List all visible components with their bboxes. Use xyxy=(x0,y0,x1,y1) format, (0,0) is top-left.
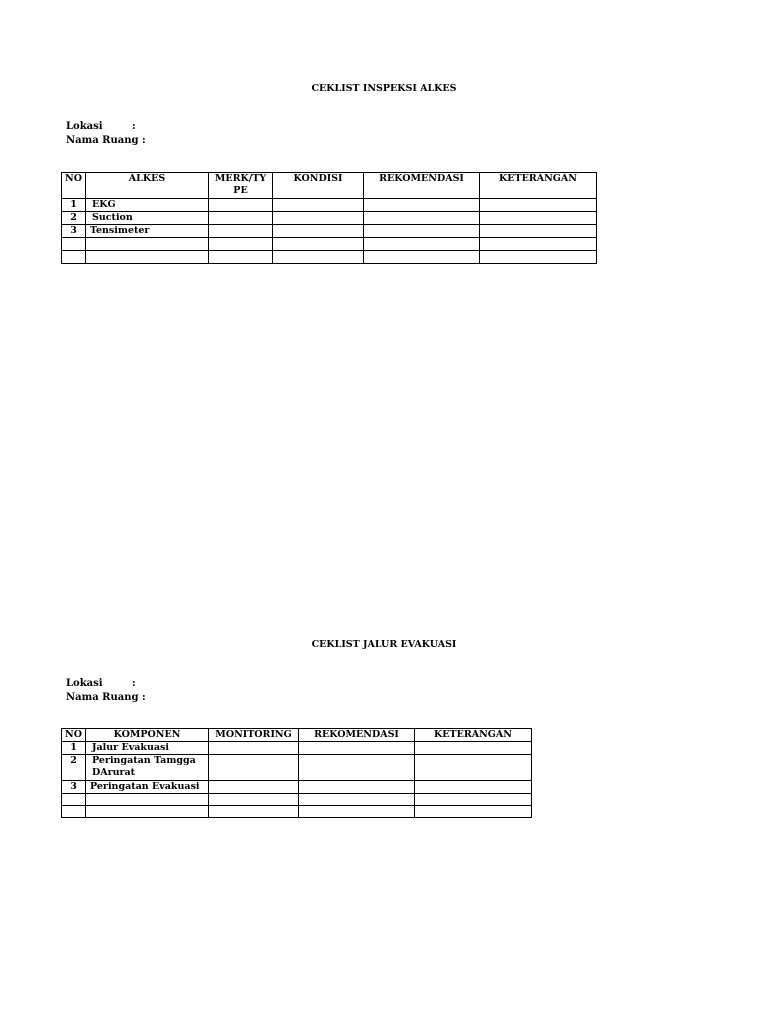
header-no: NO xyxy=(62,729,86,742)
cell-rekomendasi[interactable] xyxy=(364,251,480,264)
lokasi-label: Lokasi xyxy=(66,678,103,689)
cell-rekomendasi[interactable] xyxy=(364,225,480,238)
row-no: 1 xyxy=(62,199,86,212)
cell-keterangan[interactable] xyxy=(480,225,597,238)
section2-info xyxy=(66,677,146,705)
row-no: 3 xyxy=(62,781,86,794)
cell-monitoring[interactable] xyxy=(209,794,299,806)
row-no xyxy=(62,794,86,806)
table-row xyxy=(62,199,597,212)
table-row xyxy=(62,755,532,781)
row-item: Tensimeter xyxy=(86,225,209,238)
cell-kondisi[interactable] xyxy=(273,225,364,238)
row-no xyxy=(62,251,86,264)
cell-rekomendasi[interactable] xyxy=(364,212,480,225)
cell-rekomendasi[interactable] xyxy=(299,806,415,818)
row-no: 1 xyxy=(62,742,86,755)
row-item xyxy=(86,251,209,264)
cell-merk[interactable] xyxy=(209,212,273,225)
cell-merk[interactable] xyxy=(209,199,273,212)
cell-monitoring[interactable] xyxy=(209,806,299,818)
cell-keterangan[interactable] xyxy=(415,781,532,794)
cell-rekomendasi[interactable] xyxy=(299,794,415,806)
row-item: Peringatan Tamgga DArurat xyxy=(86,755,209,781)
header-merk-type: MERK/TY PE xyxy=(209,173,273,199)
cell-rekomendasi[interactable] xyxy=(299,755,415,781)
row-item: EKG xyxy=(86,199,209,212)
cell-keterangan[interactable] xyxy=(480,212,597,225)
table-row xyxy=(62,238,597,251)
header-rekomendasi: REKOMENDASI xyxy=(364,173,480,199)
header-keterangan: KETERANGAN xyxy=(415,729,532,742)
section1-info xyxy=(66,120,146,148)
cell-rekomendasi[interactable] xyxy=(299,781,415,794)
cell-kondisi[interactable] xyxy=(273,238,364,251)
cell-merk[interactable] xyxy=(209,251,273,264)
cell-merk[interactable] xyxy=(209,238,273,251)
row-no: 2 xyxy=(62,755,86,781)
cell-keterangan[interactable] xyxy=(415,794,532,806)
nama-ruang-label: Nama Ruang : xyxy=(66,135,146,146)
table-row xyxy=(62,806,532,818)
cell-rekomendasi[interactable] xyxy=(364,238,480,251)
header-rekomendasi: REKOMENDASI xyxy=(299,729,415,742)
cell-keterangan[interactable] xyxy=(480,251,597,264)
cell-monitoring[interactable] xyxy=(209,755,299,781)
row-item: Suction xyxy=(86,212,209,225)
section1-title: CEKLIST INSPEKSI ALKES xyxy=(311,83,457,94)
lokasi-label: Lokasi xyxy=(66,121,103,132)
cell-kondisi[interactable] xyxy=(273,199,364,212)
row-item xyxy=(86,238,209,251)
row-item xyxy=(86,794,209,806)
lokasi-separator: : xyxy=(132,678,136,689)
cell-monitoring[interactable] xyxy=(209,781,299,794)
table-header-row xyxy=(62,173,597,199)
table-header-row xyxy=(62,729,532,742)
cell-keterangan[interactable] xyxy=(415,755,532,781)
header-komponen: KOMPONEN xyxy=(86,729,209,742)
nama-ruang-label: Nama Ruang : xyxy=(66,692,146,703)
header-alkes: ALKES xyxy=(86,173,209,199)
row-no: 3 xyxy=(62,225,86,238)
cell-keterangan[interactable] xyxy=(415,742,532,755)
cell-keterangan[interactable] xyxy=(480,238,597,251)
table-row xyxy=(62,781,532,794)
table-row xyxy=(62,212,597,225)
section2-title: CEKLIST JALUR EVAKUASI xyxy=(311,639,457,650)
cell-kondisi[interactable] xyxy=(273,212,364,225)
row-item: Peringatan Evakuasi xyxy=(86,781,209,794)
header-monitoring: MONITORING xyxy=(209,729,299,742)
cell-keterangan[interactable] xyxy=(415,806,532,818)
lokasi-separator: : xyxy=(132,121,136,132)
row-no xyxy=(62,238,86,251)
table-row xyxy=(62,742,532,755)
table-row xyxy=(62,794,532,806)
evakuasi-table xyxy=(61,728,532,818)
row-no xyxy=(62,806,86,818)
cell-rekomendasi[interactable] xyxy=(364,199,480,212)
cell-monitoring[interactable] xyxy=(209,742,299,755)
alkes-table xyxy=(61,172,597,264)
cell-merk[interactable] xyxy=(209,225,273,238)
cell-keterangan[interactable] xyxy=(480,199,597,212)
cell-kondisi[interactable] xyxy=(273,251,364,264)
row-no: 2 xyxy=(62,212,86,225)
cell-rekomendasi[interactable] xyxy=(299,742,415,755)
table-row xyxy=(62,251,597,264)
header-kondisi: KONDISI xyxy=(273,173,364,199)
header-keterangan: KETERANGAN xyxy=(480,173,597,199)
header-no: NO xyxy=(62,173,86,199)
row-item: Jalur Evakuasi xyxy=(86,742,209,755)
table-row xyxy=(62,225,597,238)
row-item xyxy=(86,806,209,818)
